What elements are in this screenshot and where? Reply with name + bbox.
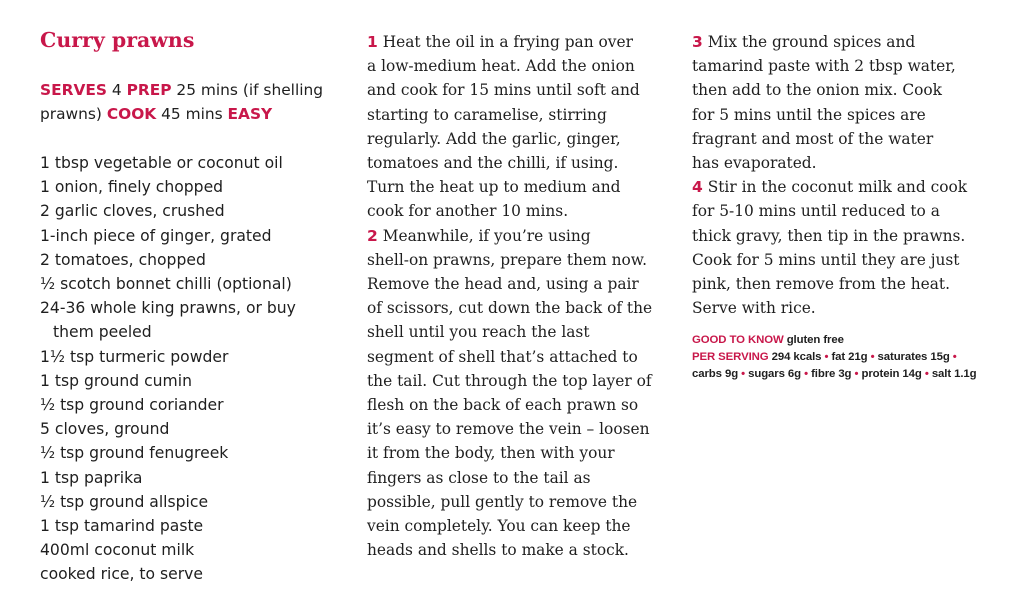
step-1-line: starting to caramelise, stirring xyxy=(367,105,607,124)
separator-dot: • xyxy=(924,368,929,380)
ingredient-item-continued: them peeled xyxy=(53,323,152,342)
step-1-line: tomatoes and the chilli, if using. xyxy=(367,154,619,173)
sugars-value: sugars 6g xyxy=(748,368,802,380)
step-3-line: for 5 mins until the spices are xyxy=(692,105,926,124)
nutrition-row-2 xyxy=(692,366,1002,383)
ingredient-item: 24-36 whole king prawns, or buy xyxy=(40,299,296,318)
ingredient-item: 5 cloves, ground xyxy=(40,420,170,439)
method-steps-1-2 xyxy=(367,30,652,562)
step-2-line: heads and shells to make a stock. xyxy=(367,541,629,560)
step-text: Heat the oil in a frying pan over xyxy=(382,33,633,51)
separator-dot: • xyxy=(804,368,808,380)
step-2-line: it’s easy to remove the vein – loosen xyxy=(367,420,650,439)
cook-value: 45 mins xyxy=(161,105,223,123)
step-2-line: Remove the head and, using a pair xyxy=(367,275,639,294)
step-3-line: fragrant and most of the water xyxy=(692,129,934,148)
step-4-line: thick gravy, then tip in the prawns. xyxy=(692,226,966,245)
ingredient-item: ½ tsp ground allspice xyxy=(40,492,209,511)
ingredients-list xyxy=(40,151,340,587)
step-3-line xyxy=(692,30,967,54)
step-2-line: of scissors, cut down the back of the xyxy=(367,299,653,318)
good-to-know-row xyxy=(692,332,1002,349)
step-1-line: a low-medium heat. Add the onion xyxy=(367,57,635,76)
step-text: Stir in the coconut milk and cook xyxy=(707,178,968,197)
ingredient-item: 400ml coconut milk xyxy=(40,541,195,560)
step-2-line: fingers as close to the tail as xyxy=(367,468,591,487)
prep-value-cont: prawns) xyxy=(40,105,102,123)
separator-dot: • xyxy=(854,368,859,380)
salt-value: salt 1.1g xyxy=(931,368,977,380)
step-2-line xyxy=(367,224,652,248)
ingredient-item: 1 tsp paprika xyxy=(40,468,143,487)
ingredient-item: 2 garlic cloves, crushed xyxy=(40,202,225,221)
fibre-value: fibre 3g xyxy=(811,368,852,380)
nutrition-info xyxy=(692,332,1002,383)
ingredient-item: 1-inch piece of ginger, grated xyxy=(40,226,272,245)
serves-value: 4 xyxy=(111,81,122,99)
step-2-line: shell-on prawns, prepare them now. xyxy=(367,250,647,269)
step-1-line: regularly. Add the garlic, ginger, xyxy=(367,129,621,148)
step-1-line: Turn the heat up to medium and xyxy=(367,178,621,197)
prep-value: 25 mins (if shelling xyxy=(176,81,324,99)
per-serving-row xyxy=(692,349,1002,366)
kcals-value: 294 kcals xyxy=(771,351,822,363)
ingredient-item: ½ scotch bonnet chilli (optional) xyxy=(40,275,292,294)
step-number: 1 xyxy=(367,33,378,51)
step-number: 2 xyxy=(367,226,378,245)
step-2-line: shell until you reach the last xyxy=(367,323,590,342)
ingredient-item: cooked rice, to serve xyxy=(40,565,203,584)
step-1-line: cook for another 10 mins. xyxy=(367,202,569,221)
ingredient-item: ½ tsp ground fenugreek xyxy=(40,444,229,463)
step-text: Mix the ground spices and xyxy=(707,33,916,51)
step-3-line: has evaporated. xyxy=(692,154,817,173)
step-4-line: Serve with rice. xyxy=(692,299,816,318)
ingredient-item: 1½ tsp turmeric powder xyxy=(40,347,229,366)
separator-dot: • xyxy=(870,351,875,363)
ingredient-item: 1 onion, finely chopped xyxy=(40,178,224,197)
serves-label: SERVES xyxy=(40,81,107,99)
step-1-line: and cook for 15 mins until soft and xyxy=(367,81,640,100)
prep-label: PREP xyxy=(126,81,172,99)
step-2-line: the tail. Cut through the top layer of xyxy=(367,371,652,390)
cook-label: COOK xyxy=(106,105,157,123)
separator-dot: • xyxy=(824,351,829,363)
step-2-line: it from the body, then with your xyxy=(367,444,615,463)
step-number: 4 xyxy=(692,178,703,197)
ingredient-item: 2 tomatoes, chopped xyxy=(40,250,206,269)
step-4-line: for 5-10 mins until reduced to a xyxy=(692,202,940,221)
ingredient-item: 1 tbsp vegetable or coconut oil xyxy=(40,154,283,172)
separator-dot: • xyxy=(741,368,746,380)
protein-value: protein 14g xyxy=(861,368,922,380)
per-serving-label: PER SERVING xyxy=(692,351,769,363)
carbs-value: carbs 9g xyxy=(692,368,739,380)
recipe-meta xyxy=(40,78,340,126)
step-2-line: possible, pull gently to remove the xyxy=(367,492,638,511)
step-3-line: tamarind paste with 2 tbsp water, xyxy=(692,57,956,76)
step-number: 3 xyxy=(692,33,703,51)
step-2-line: flesh on the back of each prawn so xyxy=(367,396,639,415)
ingredient-item: ½ tsp ground coriander xyxy=(40,396,224,415)
good-to-know-label: GOOD TO KNOW xyxy=(692,334,784,346)
step-4-line: pink, then remove from the heat. xyxy=(692,275,951,294)
recipe-title: Curry prawns xyxy=(40,28,195,52)
step-text: Meanwhile, if you’re using xyxy=(382,226,591,245)
ingredient-item: 1 tsp tamarind paste xyxy=(40,517,204,536)
step-2-line: segment of shell that’s attached to xyxy=(367,347,638,366)
separator-dot: • xyxy=(952,351,957,363)
step-4-line xyxy=(692,175,967,199)
ingredient-item: 1 tsp ground cumin xyxy=(40,371,192,390)
saturates-value: saturates 15g xyxy=(877,351,950,363)
step-3-line: then add to the onion mix. Cook xyxy=(692,81,943,100)
step-4-line: Cook for 5 mins until they are just xyxy=(692,250,960,269)
method-steps-3-4 xyxy=(692,30,967,320)
good-to-know-value: gluten free xyxy=(786,334,844,346)
step-2-line: vein completely. You can keep the xyxy=(367,517,631,536)
fat-value: fat 21g xyxy=(831,351,868,363)
step-1-line xyxy=(367,30,652,54)
difficulty-label: EASY xyxy=(227,105,273,123)
